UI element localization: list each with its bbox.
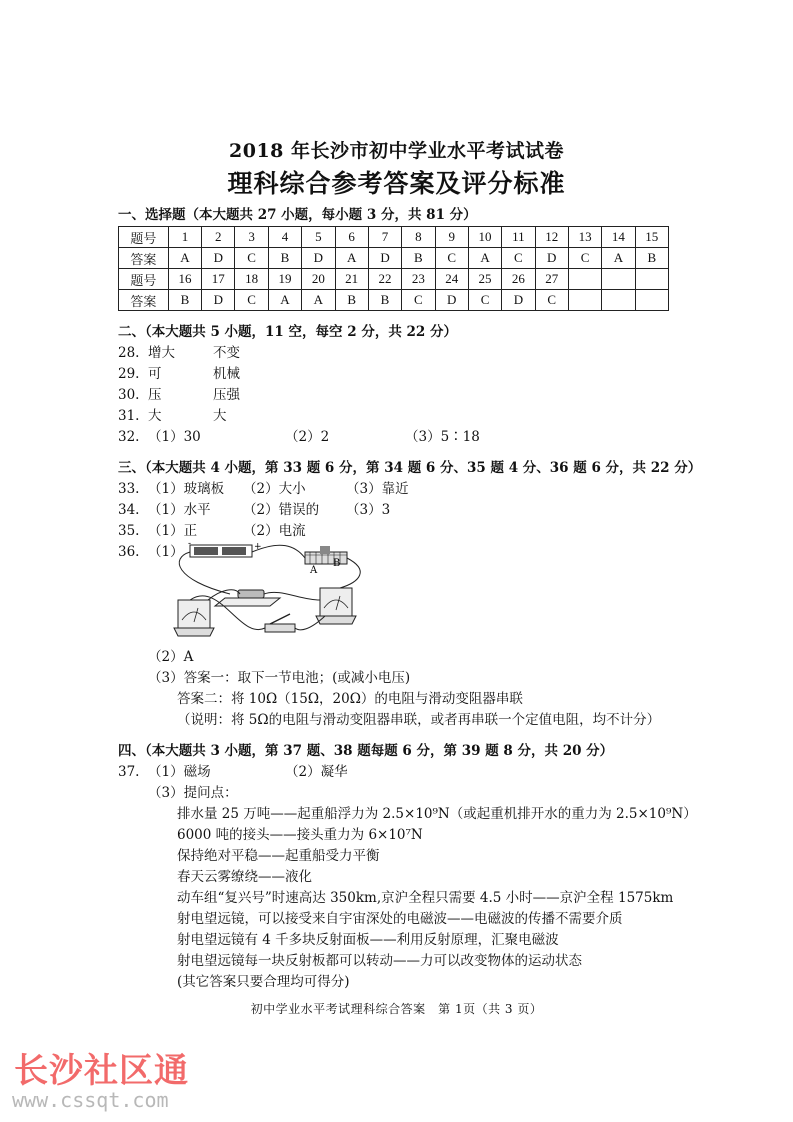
q31-answer-1: 大 <box>148 408 162 424</box>
table-cell: 18 <box>235 269 268 290</box>
q33-answer-1: （1）玻璃板 <box>148 481 225 497</box>
q35-answer-1: （1）正 <box>148 523 198 539</box>
q36-answer-1: （1） <box>148 544 184 560</box>
section2-heading: 二、（本大题共 5 小题，11 空，每空 2 分，共 22 分） <box>118 324 458 340</box>
table-row <box>119 248 669 269</box>
table-cell: 14 <box>602 227 635 248</box>
q33-number: 33. <box>118 481 140 497</box>
q37-point: 射电望远镜，可以接受来自宇宙深处的电磁波——电磁波的传播不需要介质 <box>177 911 623 927</box>
q37-answer-3-title: （3）提问点： <box>148 785 238 801</box>
table-cell: 3 <box>235 227 268 248</box>
q35-answer-2: （2）电流 <box>243 523 306 539</box>
wire <box>179 552 230 594</box>
voltmeter <box>178 600 210 628</box>
table-cell: 20 <box>302 269 335 290</box>
rheostat-slider <box>320 546 330 554</box>
q36-answer-3-line1: （3）答案一：取下一节电池；(或减小电压) <box>148 670 411 686</box>
table-cell: D <box>302 248 335 269</box>
q31-number: 31. <box>118 408 140 424</box>
table-cell <box>602 290 635 311</box>
table-cell: 17 <box>202 269 235 290</box>
table-cell: A <box>335 248 368 269</box>
section3-heading: 三、（本大题共 4 小题，第 33 题 6 分，第 34 题 6 分、35 题 4 分、36 题 6 分，共 22 分） <box>118 460 702 476</box>
row-label: 题号 <box>119 227 169 248</box>
table-cell <box>568 269 601 290</box>
table-cell <box>568 290 601 311</box>
table-row <box>119 269 669 290</box>
q34-answer-1: （1）水平 <box>148 502 211 518</box>
q37-number: 37. <box>118 764 140 780</box>
table-cell: 6 <box>335 227 368 248</box>
table-cell: C <box>435 248 468 269</box>
rheostat-terminal-b: B <box>333 558 341 569</box>
table-cell: D <box>502 290 535 311</box>
q37-point: 动车组“复兴号”时速高达 350km,京沪全程只需要 4.5 小时——京沪全程 1575km <box>177 890 674 906</box>
table-cell <box>635 290 668 311</box>
table-cell: 8 <box>402 227 435 248</box>
battery-cell <box>222 547 246 555</box>
section4-heading: 四、（本大题共 3 小题，第 37 题、38 题每题 6 分，第 39 题 8 分，共 20 分） <box>118 743 614 759</box>
table-cell: 9 <box>435 227 468 248</box>
table-cell: A <box>302 290 335 311</box>
table-cell: 13 <box>568 227 601 248</box>
q29-answer-1: 可 <box>148 366 162 382</box>
q37-point: 排水量 25 万吨——起重船浮力为 2.5×10⁹N（或起重机排开水的重力为 2.5×10⁹N） <box>177 806 697 822</box>
table-row <box>119 290 669 311</box>
table-cell: 10 <box>468 227 501 248</box>
table-cell: A <box>468 248 501 269</box>
table-cell: 4 <box>268 227 301 248</box>
q30-number: 30. <box>118 387 140 403</box>
watermark-url: www.cssqt.com <box>12 1088 169 1112</box>
table-cell: B <box>268 248 301 269</box>
rheostat-terminal-a: A <box>310 565 318 576</box>
table-cell: 24 <box>435 269 468 290</box>
table-cell: 2 <box>202 227 235 248</box>
q34-answer-2: （2）错误的 <box>243 502 320 518</box>
resistor <box>238 590 264 598</box>
table-cell: A <box>268 290 301 311</box>
table-cell: B <box>368 290 401 311</box>
table-cell: B <box>168 290 201 311</box>
table-cell: C <box>235 290 268 311</box>
row-label: 答案 <box>119 248 169 269</box>
watermark-brand: 长沙社区通 <box>14 1051 189 1091</box>
choice-answer-table <box>118 226 669 311</box>
table-cell: 15 <box>635 227 668 248</box>
q33-answer-3: （3）靠近 <box>346 481 409 497</box>
table-cell: D <box>368 248 401 269</box>
q35-number: 35. <box>118 523 140 539</box>
table-cell: 16 <box>168 269 201 290</box>
q36-number: 36. <box>118 544 140 560</box>
table-cell: C <box>235 248 268 269</box>
row-label: 题号 <box>119 269 169 290</box>
row-label: 答案 <box>119 290 169 311</box>
q28-number: 28. <box>118 345 140 361</box>
table-cell: C <box>468 290 501 311</box>
table-cell: C <box>535 290 568 311</box>
section1-heading: 一、选择题（本大题共 27 小题，每小题 3 分，共 81 分） <box>118 207 477 223</box>
table-cell: 26 <box>502 269 535 290</box>
q37-point: 春天云雾缭绕——液化 <box>177 869 312 885</box>
table-cell: A <box>602 248 635 269</box>
table-cell <box>635 269 668 290</box>
exam-title: 2018 年长沙市初中学业水平考试试卷 <box>229 140 564 162</box>
q37-answer-2: （2）凝华 <box>285 764 348 780</box>
q32-number: 32. <box>118 429 140 445</box>
q37-point: 保持绝对平稳——起重船受力平衡 <box>177 848 380 864</box>
q33-answer-2: （2）大小 <box>243 481 306 497</box>
table-cell: D <box>202 290 235 311</box>
table-cell: B <box>335 290 368 311</box>
resistor-base <box>215 598 280 606</box>
table-cell: 23 <box>402 269 435 290</box>
table-cell: C <box>402 290 435 311</box>
battery-cell <box>194 547 218 555</box>
q32-answer-2: （2）2 <box>285 429 330 445</box>
table-row <box>119 227 669 248</box>
table-cell: 12 <box>535 227 568 248</box>
exam-subtitle: 理科综合参考答案及评分标准 <box>227 169 566 198</box>
table-cell: 27 <box>535 269 568 290</box>
table-cell: D <box>202 248 235 269</box>
battery-minus-label: - <box>188 540 192 549</box>
q36-answer-2: （2）A <box>148 649 194 665</box>
q29-number: 29. <box>118 366 140 382</box>
table-cell: 5 <box>302 227 335 248</box>
table-cell: 22 <box>368 269 401 290</box>
table-cell: 25 <box>468 269 501 290</box>
q31-answer-2: 大 <box>213 408 227 424</box>
table-cell: C <box>568 248 601 269</box>
q30-answer-2: 压强 <box>213 387 240 403</box>
q29-answer-2: 机械 <box>213 366 240 382</box>
page-footer: 初中学业水平考试理科综合答案 第 1页（共 3 页） <box>250 1002 543 1016</box>
q37-answer-1: （1）磁场 <box>148 764 211 780</box>
table-cell: 19 <box>268 269 301 290</box>
circuit-diagram <box>160 540 380 645</box>
q28-answer-1: 增大 <box>148 345 175 361</box>
q32-answer-3: （3）5∶18 <box>405 429 480 445</box>
table-cell: 11 <box>502 227 535 248</box>
table-cell: D <box>535 248 568 269</box>
table-cell: 21 <box>335 269 368 290</box>
q32-answer-1: （1）30 <box>148 429 201 445</box>
q37-point: (其它答案只要合理均可得分) <box>177 974 350 990</box>
q34-number: 34. <box>118 502 140 518</box>
q30-answer-1: 压 <box>148 387 162 403</box>
table-cell: A <box>168 248 201 269</box>
ammeter <box>320 588 352 616</box>
q36-answer-3-line3: （说明：将 5Ω的电阻与滑动变阻器串联，或者再串联一个定值电阻，均不计分） <box>177 712 661 728</box>
table-cell: 1 <box>168 227 201 248</box>
q37-point: 射电望远镜每一块反射板都可以转动——力可以改变物体的运动状态 <box>177 953 582 969</box>
switch <box>265 624 295 632</box>
battery-plus-label: + <box>254 542 262 552</box>
table-cell: C <box>502 248 535 269</box>
table-cell: D <box>435 290 468 311</box>
table-cell: 7 <box>368 227 401 248</box>
q36-answer-3-line2: 答案二：将 10Ω（15Ω，20Ω）的电阻与滑动变阻器串联 <box>177 691 523 707</box>
q34-answer-3: （3）3 <box>346 502 391 518</box>
table-cell: B <box>402 248 435 269</box>
q37-point: 射电望远镜有 4 千多块反射面板——利用反射原理，汇聚电磁波 <box>177 932 559 948</box>
table-cell: B <box>635 248 668 269</box>
q37-point: 6000 吨的接头——接头重力为 6×10⁷N <box>177 827 423 843</box>
table-cell <box>602 269 635 290</box>
q28-answer-2: 不变 <box>213 345 240 361</box>
